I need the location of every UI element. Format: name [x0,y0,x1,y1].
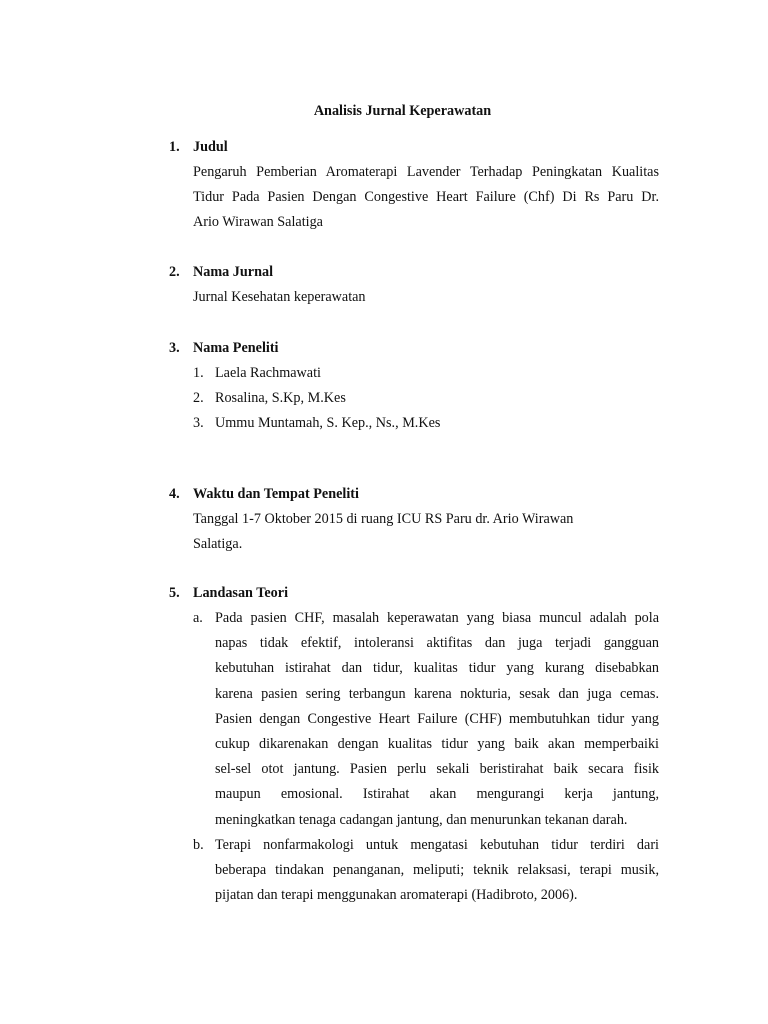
section-landasan-teori [169,581,659,908]
body-line: Pasien dengan Congestive Heart Failure (CHF) membutuhkan tidur yang [215,710,659,727]
section-heading [169,260,659,285]
section-heading [169,482,659,507]
list-item [193,411,659,436]
section-body [169,285,659,310]
body-line: pijatan dan terapi menggunakan aromaterapi (Hadibroto, 2006). [215,887,578,904]
researcher-name: Rosalina, S.Kp, M.Kes [215,390,346,407]
body-line: Ario Wirawan Salatiga [193,214,323,231]
body-line: Tanggal 1-7 Oktober 2015 di ruang ICU RS Paru dr. Ario Wirawan [193,511,574,527]
section-number: 3. [169,340,180,356]
section-body [169,507,659,557]
list-item [193,606,659,833]
list-item [193,386,659,411]
section-title: Landasan Teori [193,585,289,601]
body-line: meningkatkan tenaga cadangan jantung, dan menurunkan tekanan darah. [215,811,628,828]
body-line: sel-sel otot jantung. Pasien perlu sekali beristirahat baik secara fisik [215,761,659,778]
list-item-number: 1. [193,365,204,381]
section-nama-peneliti [169,336,659,437]
body-line: kebutuhan istirahat dan tidur, kualitas tidur yang kurang disebabkan [215,660,659,677]
section-title: Judul [193,139,228,155]
body-line: Terapi nonfarmakologi untuk mengatasi kebutuhan tidur terdiri dari [215,836,659,853]
body-line: karena pasien sering terbangun karena nokturia, sesak dan juga cemas. [215,685,659,702]
list-item-text [215,833,659,909]
body-line: beberapa tindakan penanganan, meliputi; teknik relaksasi, terapi musik, [215,861,659,878]
section-body [169,160,659,236]
section-title: Nama Jurnal [193,264,274,280]
list-item-marker: b. [193,836,204,853]
body-line: maupun emosional. Istirahat akan mengurangi kerja jantung, [215,786,659,803]
section-judul [169,135,659,236]
body-line: Pengaruh Pemberian Aromaterapi Lavender Terhadap Peningkatan Kualitas [193,164,659,180]
section-waktu-tempat [169,482,659,557]
body-line: napas tidak efektif, intoleransi aktifitas dan juga terjadi gangguan [215,635,659,652]
document-title: Analisis Jurnal Keperawatan [313,103,492,119]
list-item-number: 2. [193,390,204,407]
body-line: Jurnal Kesehatan keperawatan [193,289,366,305]
section-title: Nama Peneliti [193,340,279,356]
section-number: 2. [169,264,180,280]
researcher-name: Ummu Muntamah, S. Kep., Ns., M.Kes [215,415,441,432]
list-item-marker: a. [193,610,203,626]
list-item-text [215,606,659,833]
section-nama-jurnal [169,260,659,310]
section-title: Waktu dan Tempat Peneliti [193,486,359,502]
theory-list [169,606,659,908]
section-number: 1. [169,139,180,155]
body-line: Salatiga. [193,536,243,553]
section-number: 5. [169,585,180,601]
body-line: Tidur Pada Pasien Dengan Congestive Heart Failure (Chf) Di Rs Paru Dr. [193,189,659,206]
body-line: Pada pasien CHF, masalah keperawatan yang biasa muncul adalah pola [215,610,659,626]
researcher-name: Laela Rachmawati [215,365,321,381]
body-line: cukup dikarenakan dengan kualitas tidur yang baik akan memperbaiki [215,735,659,752]
section-number: 4. [169,486,180,502]
researcher-list [169,361,659,437]
section-heading [169,336,659,361]
list-item [193,833,659,909]
list-item [193,361,659,386]
section-heading [169,135,659,160]
list-item-number: 3. [193,415,204,432]
section-heading [169,581,659,606]
